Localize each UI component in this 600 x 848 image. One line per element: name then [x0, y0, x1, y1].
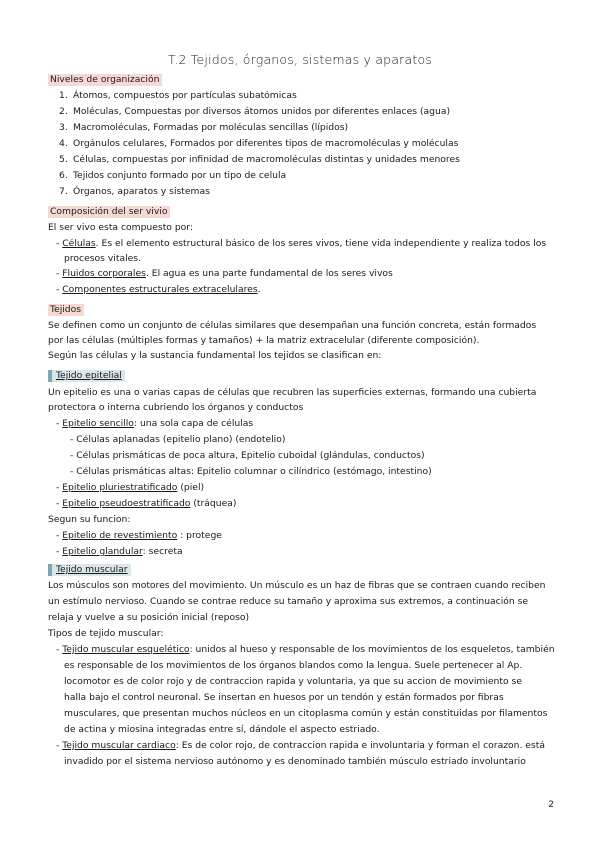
bullet-item: - Epitelio de revestimiento : protege	[56, 530, 222, 541]
list-item: Moléculas, Compuestas por diversos átomos unidos por diferentes enlaces (agua)	[73, 106, 451, 117]
section-heading-niveles	[48, 74, 162, 86]
heading-highlight: Tejido epitelial	[48, 370, 125, 382]
term: Epitelio glandular	[62, 546, 143, 557]
term: Epitelio sencillo	[62, 418, 134, 429]
term: Células	[62, 238, 96, 249]
term: Epitelio pseudoestratificado	[62, 498, 191, 509]
section-heading-tejidos	[48, 304, 84, 316]
paragraph: El ser vivo esta compuesto por:	[48, 222, 193, 233]
heading-highlight: Niveles de organización	[48, 74, 162, 86]
section-heading-muscular	[48, 564, 131, 576]
bullet-text: . El agua es una parte fundamental de los seres vivos	[145, 268, 393, 279]
paragraph: Segun su funcion:	[48, 514, 131, 525]
term: Fluidos corporales	[62, 268, 146, 279]
bullet-item: - Epitelio pseudoestratificado (tráquea)	[56, 498, 237, 509]
heading-highlight: Composición del ser vivio	[48, 206, 170, 218]
paragraph: protectora o interna cubriendo los órganos y conductos	[48, 402, 304, 413]
bullet-continuation: invadido por el sistema nervioso autónomo y es denominado también músculo estriado involuntario	[64, 756, 526, 767]
paragraph: relaja y vuelve a su posición inicial (reposo)	[48, 612, 250, 623]
bullet-continuation: musculares, que presentan muchos núcleos en un citoplasma común y están constituidas por filamentos	[64, 708, 548, 719]
bullet-continuation: halla bajo el control neuronal. Se insertan en huesos por un tendón y están formados por fibras	[64, 692, 504, 703]
paragraph: Los músculos son motores del movimiento. Un músculo es un haz de fibras que se contraen cuando reciben	[48, 580, 546, 591]
sub-bullet-item: - Células aplanadas (epitelio plano) (endotelio)	[70, 434, 286, 445]
list-number: 6.	[59, 170, 68, 181]
bullet-item: - Fluidos corporales. El agua es una parte fundamental de los seres vivos	[56, 268, 393, 279]
bullet-item: - Tejido muscular esquelético: unidos al hueso y responsable de los movimientos de los esqueletos, también	[56, 644, 555, 655]
paragraph: Según las células y la sustancia fundamental los tejidos se clasifican en:	[48, 350, 382, 361]
paragraph: un estímulo nervioso. Cuando se contrae reduce su tamaño y aproxima sus extremos, a continuación se	[48, 596, 529, 607]
paragraph: Un epitelio es una o varias capas de células que recubren las superficies externas, formando una cubierta	[48, 387, 537, 398]
list-number: 1.	[59, 90, 68, 101]
list-item: Órganos, aparatos y sistemas	[73, 186, 210, 197]
term: Epitelio de revestimiento	[62, 530, 178, 541]
list-item: Macromoléculas, Formadas por moléculas sencillas (lípidos)	[73, 122, 349, 133]
bullet-item: - Epitelio sencillo: una sola capa de células	[56, 418, 254, 429]
sub-bullet-text: Células prismáticas altas: Epitelio columnar o cilíndrico (estómago, intestino)	[76, 466, 432, 477]
section-heading-epitelial	[48, 370, 125, 382]
list-item: Átomos, compuestos por partículas subatómicas	[73, 90, 297, 101]
bullet-text: : unidos al hueso y responsable de los movimientos de los esqueletos, también	[189, 644, 555, 655]
term: Componentes estructurales extracelulares	[62, 284, 258, 295]
list-number: 7.	[59, 186, 68, 197]
sub-bullet-item: - Células prismáticas de poca altura, Epitelio cuboidal (glándulas, conductos)	[70, 450, 425, 461]
bullet-text: : una sola capa de células	[133, 418, 254, 429]
page-title: T.2 Tejidos, órganos, sistemas y aparatos	[167, 52, 433, 67]
heading-highlight: Tejidos	[48, 304, 84, 316]
term: Tejido muscular esquelético	[62, 644, 190, 655]
list-number: 3.	[59, 122, 68, 133]
list-number: 4.	[59, 138, 68, 149]
bullet-item: - Epitelio glandular: secreta	[56, 546, 183, 557]
paragraph: por las células (múltiples formas y tamaños) + la matriz extracelular (diferente composición).	[48, 335, 480, 346]
list-item: Células, compuestas por infinidad de macromoléculas distintas y unidades menores	[73, 154, 460, 165]
list-number: 2.	[59, 106, 68, 117]
bullet-text: .	[257, 284, 261, 295]
list-number: 5.	[59, 154, 68, 165]
list-item: Tejidos conjunto formado por un tipo de celula	[73, 170, 287, 181]
bullet-continuation: de actina y miosina integradas entre sí, dándole el aspecto estriado.	[64, 724, 380, 735]
bullet-item: - Células. Es el elemento estructural básico de los seres vivos, tiene vida independiente y realiza todos los	[56, 238, 547, 249]
sub-bullet-text: Células prismáticas de poca altura, Epitelio cuboidal (glándulas, conductos)	[76, 450, 425, 461]
term: Epitelio pluriestratificado	[62, 482, 178, 493]
bullet-text: : protege	[177, 530, 222, 541]
bullet-text: . Es el elemento estructural básico de los seres vivos, tiene vida independiente y realiza todos los	[95, 238, 547, 249]
paragraph: Se definen como un conjunto de células similares que desempañan una función concreta, están formados	[48, 320, 537, 331]
bullet-item: - Epitelio pluriestratificado (piel)	[56, 482, 205, 493]
term: Tejido muscular cardiaco	[62, 740, 176, 751]
section-heading-composicion	[48, 206, 170, 218]
paragraph: Tipos de tejido muscular:	[48, 628, 164, 639]
bullet-text: (piel)	[177, 482, 205, 493]
sub-bullet-text: Células aplanadas (epitelio plano) (endotelio)	[76, 434, 286, 445]
list-item: Orgánulos celulares, Formados por diferentes tipos de macromoléculas y moléculas	[73, 138, 459, 149]
bullet-text: (tráquea)	[190, 498, 237, 509]
bullet-continuation: locomotor es de color rojo y de contraccion rapida y voluntaria, ya que su accion de movimiento se	[64, 676, 522, 687]
bullet-continuation: es responsable de los movimientos de los órganos blandos como la lengua. Suele pertenecer al Ap.	[64, 660, 523, 671]
bullet-item: - Tejido muscular cardiaco: Es de color rojo, de contraccion rapida e involuntaria y forman el corazon. está	[56, 740, 545, 751]
bullet-text: : secreta	[142, 546, 183, 557]
bullet-text: : Es de color rojo, de contraccion rapida e involuntaria y forman el corazon. está	[175, 740, 545, 751]
sub-bullet-item: - Células prismáticas altas: Epitelio columnar o cilíndrico (estómago, intestino)	[70, 466, 432, 477]
bullet-continuation: procesos vitales.	[64, 253, 141, 264]
heading-highlight: Tejido muscular	[48, 564, 131, 576]
bullet-item: - Componentes estructurales extracelulares.	[56, 284, 261, 295]
page-number: 2	[548, 800, 554, 810]
